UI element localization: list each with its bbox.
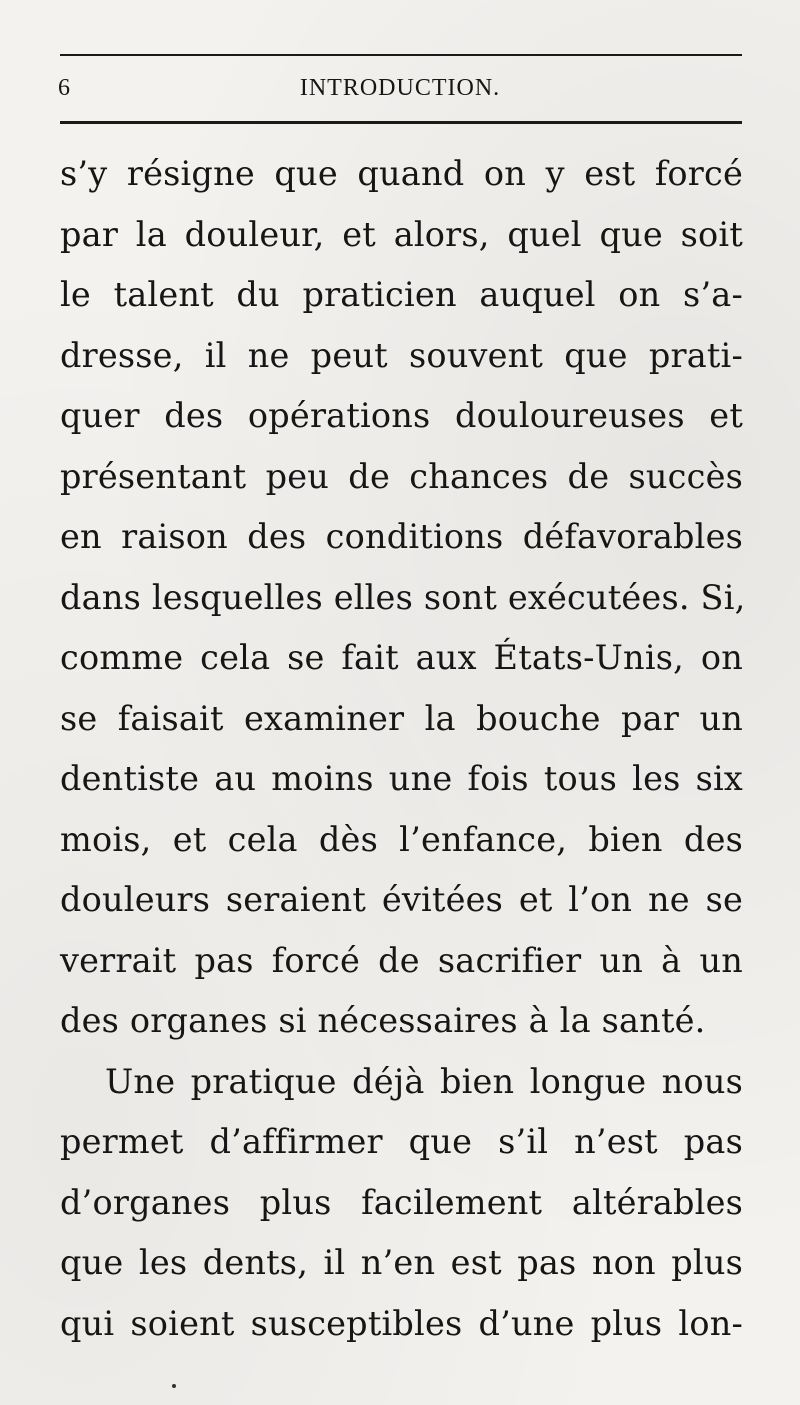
running-head-text: INTRODUCTION. — [299, 75, 501, 101]
text-line: le talent du praticien auquel on s’a- — [60, 275, 743, 314]
text-line: dentiste au moins une fois tous les six — [60, 759, 743, 798]
body-text — [60, 144, 746, 1354]
text-line: verrait pas forcé de sacrifier un à un — [60, 940, 743, 980]
text-line: en raison des conditions défavorables — [60, 517, 743, 556]
text-line: s’y résigne que quand on y est forcé — [60, 154, 743, 193]
text-line: quer des opérations douloureuses et — [60, 396, 743, 435]
text-line: permet d’affirmer que s’il n’est pas — [60, 1122, 743, 1161]
page-number: 6 — [58, 75, 71, 101]
header-top-rule — [60, 54, 742, 56]
text-line: présentant peu de chances de succès — [60, 456, 743, 496]
running-head — [0, 72, 800, 104]
text-line: par la douleur, et alors, quel que soit — [60, 214, 743, 254]
text-line: qui soient susceptibles d’une plus lon- — [60, 1303, 743, 1343]
text-line: comme cela se fait aux États-Unis, on — [60, 638, 743, 677]
text-line: se faisait examiner la bouche par un — [60, 698, 743, 738]
text-line: que les dents, il n’en est pas non plus — [60, 1243, 743, 1282]
ink-speck — [172, 1384, 176, 1388]
paragraph-start-line: Une pratique déjà bien longue nous — [105, 1061, 743, 1101]
paragraph-end-line: des organes si nécessaires à la santé. — [60, 1001, 706, 1040]
text-line: d’organes plus facilement altérables — [60, 1182, 743, 1222]
header-bottom-rule — [60, 121, 742, 124]
text-line: dresse, il ne peut souvent que prati- — [60, 335, 743, 375]
text-line: mois, et cela dès l’enfance, bien des — [60, 819, 743, 859]
text-line: dans lesquelles elles sont exécutées. Si, — [60, 577, 746, 617]
text-line: douleurs seraient évitées et l’on ne se — [60, 880, 743, 919]
